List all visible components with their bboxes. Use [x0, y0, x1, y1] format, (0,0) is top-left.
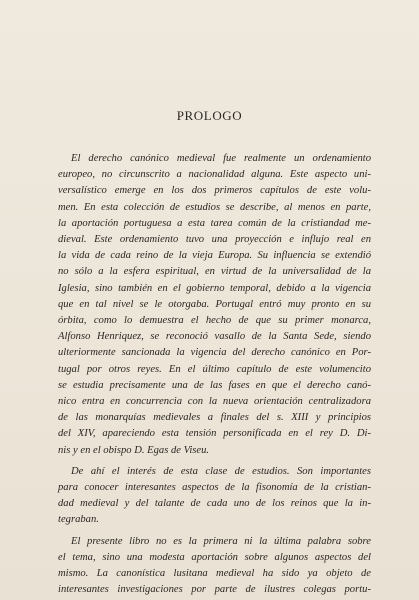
text-line: del XIV, apareciendo esta tensión personificada en el rey D. Di- [58, 428, 371, 440]
paragraph [58, 151, 371, 459]
text-line: El presente libro no es la primera ni la última palabra sobre [71, 535, 371, 547]
page-title: PROLOGO [176, 108, 243, 123]
paragraph [58, 534, 371, 599]
text-line: ulteriormente sancionada la vigencia del derecho canónico en Por- [58, 347, 371, 359]
text-line: interesantes investigaciones por parte de ilustres colegas portu- [58, 584, 371, 596]
text-line: dad medieval y del talante de cada uno de los reinos que la in- [58, 498, 371, 510]
text-line: mismo. La canonística lusitana medieval ha sido ya objeto de [58, 568, 371, 580]
paragraph [58, 464, 371, 529]
text-line: tugal por otros reyes. En el último capítulo de este volumencito [58, 363, 371, 375]
text-line: se estudia precisamente una de las fases en que el derecho canó- [58, 379, 371, 391]
text-line: que en tal nivel se le otorgaba. Portugal entró muy pronto en su [58, 298, 371, 310]
text-line: de las monarquías medievales a finales del s. XIII y principios [58, 412, 371, 424]
text-line: la aportación portuguesa a esta tarea común de la cristiandad me- [58, 217, 371, 229]
text-line: no sólo a la esfera espiritual, en virtud de la universalidad de la [58, 266, 371, 278]
text-line: europeo, no circunscrito a nacionalidad alguna. Este aspecto uni- [58, 169, 371, 181]
text-line: la vida de cada reino de la vieja Europa. Su influencia se extendió [58, 250, 371, 262]
text-line: tegraban. [58, 514, 99, 526]
text-line: Alfonso Henriquez, se reconoció vasallo de la Santa Sede, siendo [58, 331, 371, 343]
prologue-text [58, 151, 371, 598]
text-line: el tema, sino una modesta aportación sobre algunos aspectos del [58, 551, 371, 563]
text-line: dieval. Este ordenamiento tuvo una proyección e influjo real en [58, 234, 371, 246]
text-line: para conocer interesantes aspectos de la fisonomía de la cristian- [58, 482, 371, 494]
text-line: men. En esta colección de estudios se describe, al menos en parte, [58, 201, 371, 213]
text-line: El derecho canónico medieval fue realmente un ordenamiento [71, 153, 371, 164]
text-line: nis y en el obispo D. Egas de Viseu. [58, 444, 210, 456]
text-line: órbita, como lo demuestra el hecho de que su primer monarca, [58, 315, 371, 327]
text-line: versalístico emerge en los dos primeros capítulos de este volu- [58, 185, 371, 197]
text-line: nico entra en concurrencia con la nueva orientación centralizadora [58, 396, 371, 408]
text-line: De ahí el interés de esta clase de estudios. Son importantes [71, 465, 371, 477]
text-line: Iglesia, sino también en el gobierno temporal, debido a la vigencia [58, 282, 371, 294]
